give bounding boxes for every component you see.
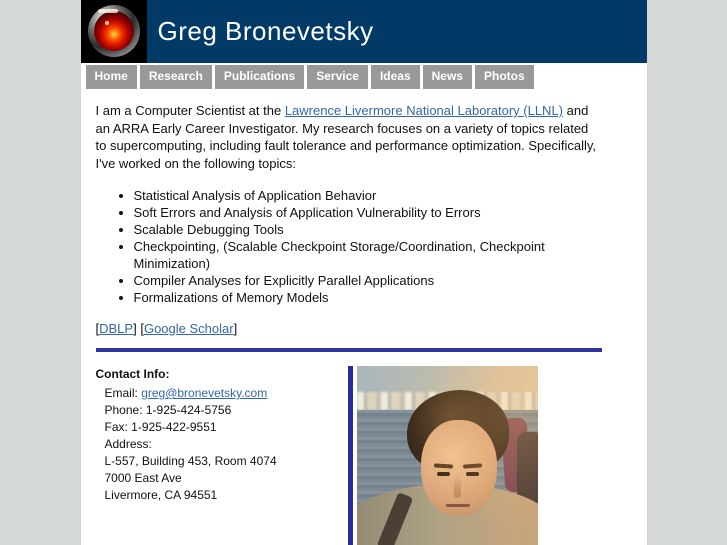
contact-section bbox=[96, 366, 602, 545]
topic-item: • Statistical Analysis of Application Behavior bbox=[134, 187, 602, 204]
nav-item-ideas[interactable]: Ideas bbox=[371, 65, 420, 89]
google-scholar-link[interactable]: Google Scholar bbox=[143, 321, 234, 336]
hal-eye-lens bbox=[94, 11, 134, 51]
photo-light-overlay bbox=[357, 366, 538, 545]
contact-lines bbox=[96, 385, 348, 504]
contact-email-row bbox=[105, 385, 348, 402]
topic-item: • Formalizations of Memory Models bbox=[134, 289, 602, 306]
portrait-photo bbox=[357, 366, 538, 545]
hal-eye-highlight bbox=[105, 21, 109, 25]
email-label: Email: bbox=[104, 386, 142, 400]
contact-info bbox=[96, 366, 348, 545]
contact-heading: Contact Info: bbox=[95, 367, 170, 381]
contact-address-line: Livermore, CA 94551 bbox=[104, 488, 218, 502]
nav-item-service[interactable]: Service bbox=[307, 65, 368, 89]
dblp-link[interactable]: DBLP bbox=[99, 321, 134, 336]
nav-item-research[interactable]: Research bbox=[140, 65, 212, 89]
hal9000-logo bbox=[81, 0, 147, 63]
intro-text-before: I am a Computer Scientist at the bbox=[95, 103, 285, 118]
bracket: [ bbox=[95, 321, 100, 336]
photo-frame bbox=[348, 366, 538, 545]
nav-item-home[interactable]: Home bbox=[86, 65, 137, 89]
contact-phone: Phone: 1-925-424-5756 bbox=[104, 403, 232, 417]
topic-item: • Soft Errors and Analysis of Application Vulnerability to Errors bbox=[134, 204, 602, 221]
nav-item-publications[interactable]: Publications bbox=[215, 65, 304, 89]
contact-fax: Fax: 1-925-422-9551 bbox=[104, 420, 217, 434]
hal-eye-icon bbox=[88, 5, 140, 57]
bracket: ] bbox=[233, 321, 238, 336]
topic-item: • Scalable Debugging Tools bbox=[134, 221, 602, 238]
bracket: [ bbox=[140, 321, 144, 336]
section-divider bbox=[96, 348, 602, 352]
nav-item-photos[interactable]: Photos bbox=[475, 65, 534, 89]
page-container bbox=[81, 0, 647, 545]
intro-paragraph bbox=[96, 102, 602, 172]
topic-item: • Checkpointing, (Scalable Checkpoint Storage/Coordination, Checkpoint Minimization) bbox=[134, 238, 602, 272]
profile-links-row bbox=[96, 321, 602, 336]
site-title: Greg Bronevetsky bbox=[157, 16, 374, 46]
contact-address-line: L-557, Building 453, Room 4074 bbox=[104, 454, 277, 468]
intro-text-after: and an ARRA Early Career Investigator. My research focuses on a variety of topics related to supercomputing, including fault tolerance and performance optimization. Specifically, I've worked on the following topics: bbox=[95, 103, 597, 171]
nav-item-news[interactable]: News bbox=[423, 65, 472, 89]
nav-bar bbox=[81, 63, 647, 91]
llnl-link[interactable]: Lawrence Livermore National Laboratory (LLNL) bbox=[284, 103, 564, 118]
hal-eye-glint bbox=[98, 9, 118, 13]
email-link[interactable]: greg@bronevetsky.com bbox=[141, 386, 268, 400]
topic-item: • Compiler Analyses for Explicitly Parallel Applications bbox=[134, 272, 602, 289]
contact-address-line: 7000 East Ave bbox=[104, 471, 182, 485]
topics-list bbox=[96, 187, 602, 306]
site-header bbox=[81, 0, 647, 63]
contact-address-label: Address: bbox=[104, 437, 152, 451]
bracket: ] bbox=[133, 321, 137, 336]
main-content bbox=[81, 91, 647, 545]
